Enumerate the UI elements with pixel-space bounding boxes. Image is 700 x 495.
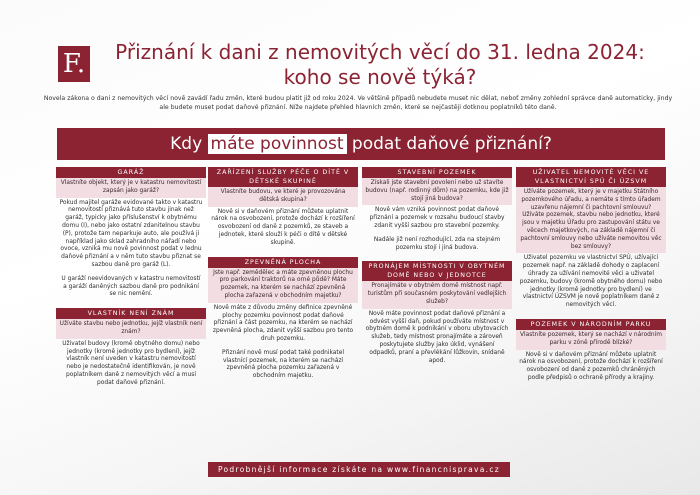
banner — [57, 128, 665, 160]
title-line-1: Přiznání k dani z nemovitých věcí do 31. ledna 2024: — [115, 40, 645, 64]
section-question: Vlastníte objekt, který je v katastru nemovitostí zapsán jako garáž? — [56, 178, 206, 198]
section-question: Jste např. zemědělec a máte zpevněnou plochu pro parkování traktorů na orné půdě? Máte pozemek, na kterém se nachází zpevněná plocha zařazená v obchodním majetku? — [208, 268, 358, 303]
column-2 — [208, 167, 358, 381]
section-body — [208, 207, 358, 248]
body-paragraph: Nově máte povinnost podat daňové přiznání a odvést vyšší daň, pokud používáte místnost v obytném domě k podnikání v oboru ubytovacích služeb, tedy místnost pronajímáte a zároveň poskytujete služby jako úklid, vynášení odpadků, praní a převlékání lůžkovin, snídaně apod. — [365, 310, 509, 364]
page-title — [100, 40, 660, 90]
section-stavebni-pozemek — [362, 167, 512, 252]
section-zpevnena-plocha — [208, 257, 358, 381]
section-body — [208, 303, 358, 381]
body-paragraph: Pokud majitel garáže evidované takto v katastru nemovitostí přiznává tuto stavbu jinak než garáž, typicky jako příslušenství k obytnému domu (I), nebo jako ostatní zdanitelnou stavbu (P), protože tam neparkuje auto, ale používá ji například jako sklad zahradního nářadí nebo ovoce, vzniká mu nově povinnost podat v lednu daňové přiznání a v něm tuto stavbu přiznat se sazbou daně pro garáž (L). — [59, 199, 203, 268]
banner-post: podat daňové přiznání? — [346, 134, 552, 154]
title-line-2: koho se nově týká? — [283, 65, 477, 89]
section-question: Pronajímáte v obytném domě místnost např. turistům při současném poskytování vedlejších služeb? — [362, 281, 512, 308]
section-body — [56, 339, 206, 388]
section-uzivatel-spu — [516, 167, 666, 310]
section-heading: PRONÁJEM MÍSTNOSTI V OBYTNÉM DOMĚ NEBO V JEDNOTCE — [362, 261, 512, 281]
body-paragraph: Přiznání nově musí podat také podnikatel vlastnící pozemek, na kterém se nachází zpevněná plocha pozemku zařazená v obchodním majetku. — [222, 349, 344, 380]
section-pronajem — [362, 261, 512, 365]
section-heading: ZAŘÍZENÍ SLUŽBY PÉČE O DÍTĚ V DĚTSKÉ SKUPINĚ — [208, 167, 358, 187]
section-body — [516, 350, 666, 383]
section-heading: ZPEVNĚNÁ PLOCHA — [208, 257, 358, 268]
body-paragraph: Nově vám vzniká povinnost podat daňové přiznání a pozemek v rozsahu budoucí stavby zdanit vyšší sazbou pro stavební pozemky. — [369, 207, 505, 229]
body-paragraph: Nově máte z důvodu změny definice zpevněné plochy pozemku povinnost podat daňové přiznání a část pozemku, na kterém se nachází zpevněná plocha, zdanit vyšší sazbou pro tento druh pozemku. — [212, 304, 354, 342]
body-paragraph: Nově si v daňovém přiznání můžete uplatnit nárok na osvobození, protože dochází k rozšíření osvobození od daně z pozemků chráněných podle předpisů o ochraně přírody a krajiny. — [519, 351, 663, 381]
section-question: Vlastníte pozemek, který se nachází v národním parku v zóně přírodě blízké? — [516, 330, 666, 350]
section-body — [362, 205, 512, 252]
section-vlastnik — [56, 308, 206, 387]
body-paragraph: Nadále již není rozhodující, zda na stejném pozemku stojí i jiná budova. — [373, 236, 501, 251]
section-heading: UŽIVATEL NEMOVITÉ VĚCI VE VLASTNICTVÍ SPÚ ČI ÚZSVM — [516, 167, 666, 187]
section-garaz — [56, 167, 206, 299]
body-paragraph: Nově si v daňovém přiznání můžete uplatnit nárok na osvobození, protože dochází k rozšíření osvobození od daně z pozemků, ze staveb a jednotek, které slouží k péči o dítě v dětské skupině. — [211, 208, 355, 246]
section-question: Vlastníte budovu, ve které je provozována dětská skupina? — [208, 187, 358, 207]
column-1 — [56, 167, 206, 388]
section-heading: GARÁŽ — [56, 167, 206, 178]
intro-text: Novela zákona o dani z nemovitých věcí nově zavádí řadu změn, které budou platit již od roku 2024. Ve většině případů nebudete muset nic dělat, neboť změny zohlední správce daně automaticky, jindy ale budete muset podat daňové přiznání. Níže najdete přehled hlavních změn, které se nejčastěji dotknou poplatníků této daně. — [43, 95, 673, 111]
section-heading: VLASTNÍK NENÍ ZNÁM — [56, 308, 206, 319]
section-question: Užíváte pozemek, který je v majetku Státního pozemkového úřadu, a nemáte s tímto úřadem uzavřenu nájemní či pachtovní smlouvu? Užíváte pozemek, stavbu nebo jednotku, které jsou v majetku Úřadu pro zastupování státu ve věcech majetkových, na základě nájemní či pachtovní smlouvy nebo užíváte nemovitou věc bez smlouvy? — [516, 187, 666, 253]
section-body — [516, 253, 666, 310]
column-3 — [362, 167, 512, 365]
section-question: Užíváte stavbu nebo jednotku, jejíž vlastník není znám? — [56, 319, 206, 339]
banner-pre: Kdy — [170, 134, 208, 154]
body-paragraph: Uživatel pozemku ve vlastnictví SPÚ, užívající pozemek např. na základě dohody o zaplacení úhrady za užívání nemovité věci a uživatel pozemku, budovy (kromě obytného domu) nebo jednotky (kromě jednotky pro bydlení) ve vlastnictví ÚZSVM je nově poplatníkem daně z nemovitých věcí. — [519, 255, 663, 309]
section-question: Získali jste stavební povolení nebo už stavíte budovu (např. rodinný dům) na pozemku, kde již stojí jiná budova? — [362, 178, 512, 205]
body-paragraph: U garáží neevidovaných v katastru nemovitostí a garáží daněných sazbou daně pro podnikání se nic nemění. — [61, 275, 201, 298]
section-narodni-park — [516, 319, 666, 383]
section-heading: POZEMEK V NÁRODNÍM PARKU — [516, 319, 666, 330]
footer-link[interactable]: Podrobnější informace získáte na www.financnisprava.cz — [208, 462, 510, 477]
logo: F. — [58, 46, 90, 82]
section-body — [56, 198, 206, 300]
section-body — [362, 309, 512, 366]
column-4 — [516, 167, 666, 383]
body-paragraph: Uživatel budovy (kromě obytného domu) nebo jednotky (kromě jednotky pro bydlení), jejíž vlastník není uveden v katastru nemovitostí nebo je nedostatečně identifikován, je nově poplatníkem daně z nemovitých věcí a musí podat daňové přiznání. — [62, 340, 200, 386]
section-detska-skupina — [208, 167, 358, 248]
section-heading: STAVEBNÍ POZEMEK — [362, 167, 512, 178]
banner-highlight: máte povinnost — [208, 134, 347, 154]
